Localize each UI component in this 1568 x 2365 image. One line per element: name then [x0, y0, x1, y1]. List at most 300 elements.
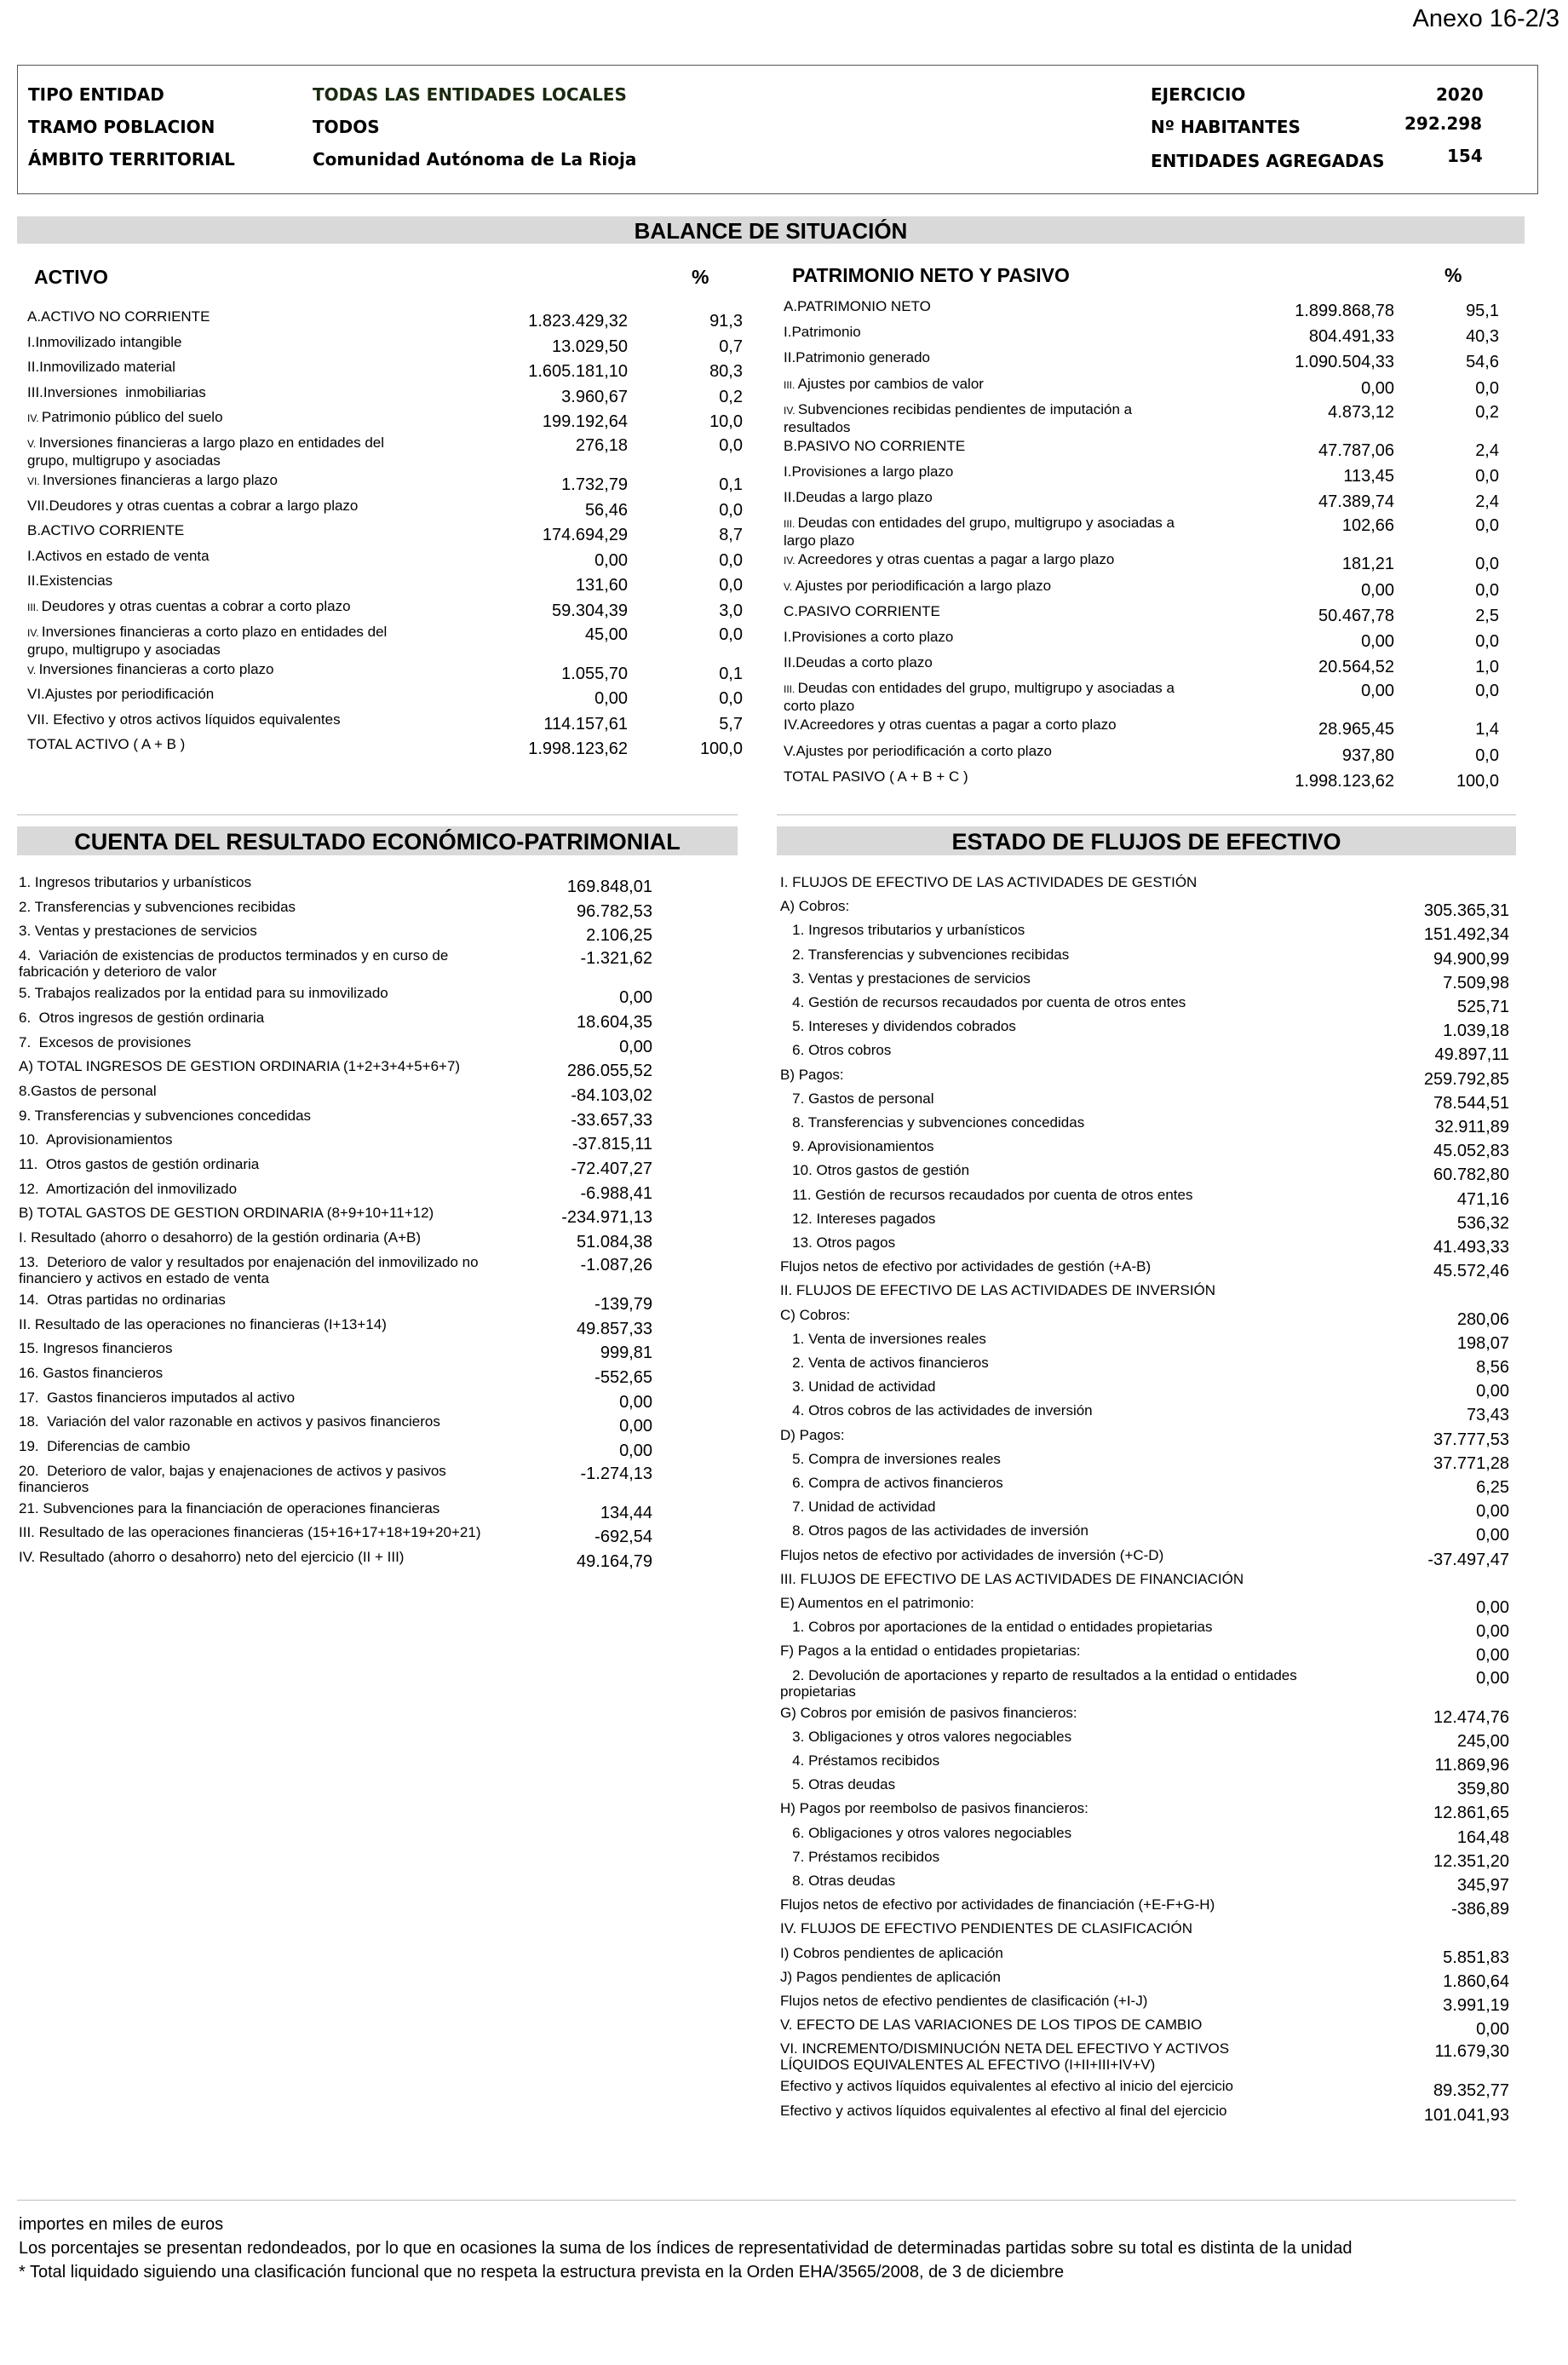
cuenta-row-label [19, 1340, 173, 1356]
pasivo-row-label [784, 349, 930, 365]
flujos-row-value: 151.492,34 [1423, 925, 1509, 945]
activo-row-value: 1.823.429,32 [528, 312, 628, 331]
activo-row-text: Inversiones financieras a largo plazo en entidades del [38, 434, 385, 451]
activo-row-label [27, 472, 278, 490]
pasivo-row-value: 113,45 [1343, 467, 1394, 486]
activo-row-label [27, 624, 387, 658]
cuenta-row-label [19, 1205, 434, 1221]
flujos-row-label [780, 1705, 1077, 1721]
activo-row-pct: 3,0 [719, 601, 743, 620]
pasivo-row-label [784, 654, 933, 670]
pasivo-row-value: 0,00 [1361, 682, 1394, 701]
cuenta-row-value: -6.988,41 [580, 1183, 652, 1203]
pasivo-row-pct: 40,3 [1466, 327, 1499, 347]
pasivo-row-pct: 0,0 [1475, 555, 1499, 574]
pasivo-row-label [784, 401, 1132, 435]
flujos-row-text: G) Cobros por emisión de pasivos financieros: [780, 1704, 1077, 1721]
flujos-row-label [780, 994, 1186, 1010]
flujos-row-label [780, 1643, 1081, 1659]
activo-row-value: 1.998.123,62 [528, 739, 628, 759]
activo-row-pct: 80,3 [709, 362, 743, 382]
cuenta-row-value: -33.657,33 [571, 1110, 652, 1130]
flujos-row-label [780, 1138, 933, 1154]
pasivo-row-numeral: III. [784, 683, 798, 696]
activo-row-pct: 0,0 [719, 624, 743, 644]
tramo-label: TRAMO POBLACION [28, 117, 215, 137]
cuenta-row-value: -84.103,02 [571, 1085, 652, 1105]
flujos-row-value: 101.041,93 [1423, 2105, 1509, 2125]
activo-row-text: Inversiones financieras a corto plazo [38, 660, 274, 677]
cuenta-row-label [19, 947, 448, 980]
flujos-row-label [780, 970, 1031, 987]
flujos-row-text: 8. Transferencias y subvenciones concedidas [780, 1114, 1085, 1131]
divider-footer [17, 2200, 1516, 2201]
pasivo-row-text-cont: largo plazo [784, 532, 855, 550]
activo-row-numeral: IV. [27, 412, 42, 425]
activo-row-text: I.Activos en estado de venta [27, 547, 210, 564]
flujos-row-text: J) Pagos pendientes de aplicación [780, 1968, 1001, 1985]
pasivo-row-label [784, 603, 940, 619]
cuenta-row-value: 49.164,79 [577, 1552, 652, 1572]
pasivo-row-value: 28.965,45 [1318, 720, 1394, 739]
flujos-row-text: 2. Devolución de aportaciones y reparto de resultados a la entidad o entidades [780, 1666, 1297, 1683]
activo-row-value: 199.192,64 [542, 412, 628, 432]
flujos-row-label [780, 1522, 1088, 1539]
flujos-row-label [780, 2103, 1226, 2119]
activo-row-text: VI.Ajustes por periodificación [27, 686, 215, 703]
pasivo-row-pct: 95,1 [1466, 302, 1499, 320]
cuenta-row-text-cont: financieros [19, 1478, 89, 1495]
activo-row-value: 45,00 [584, 624, 628, 644]
activo-row-value: 1.605.181,10 [528, 362, 628, 382]
flujos-row-label [780, 1307, 850, 1323]
flujos-row-value: 536,32 [1456, 1213, 1509, 1233]
cuenta-row-text-cont: financiero y activos en estado de venta [19, 1269, 269, 1286]
pasivo-title: PATRIMONIO NETO Y PASIVO [792, 264, 1070, 286]
habitantes-value: 292.298 [1404, 113, 1483, 134]
pasivo-row-text: Ajustes por cambios de valor [797, 375, 984, 392]
flujos-row-value: 0,00 [1476, 1598, 1509, 1617]
flujos-row-text: 10. Otros gastos de gestión [780, 1162, 970, 1179]
pasivo-row-value: 0,00 [1361, 378, 1394, 398]
tipo-value: TODAS LAS ENTIDADES LOCALES [313, 84, 627, 105]
flujos-row-value: 0,00 [1476, 1382, 1509, 1401]
flujos-row-label [780, 874, 1197, 890]
flujos-row-text: Flujos netos de efectivo por actividades de financiación (+E-F+G-H) [780, 1896, 1215, 1913]
flujos-row-value: 259.792,85 [1423, 1069, 1509, 1089]
activo-row-label [27, 522, 184, 538]
cuenta-row-label [19, 1463, 446, 1495]
pasivo-row-pct: 0,0 [1475, 467, 1499, 486]
flujos-title-bar [777, 826, 1516, 855]
flujos-row-text: Efectivo y activos líquidos equivalentes al efectivo al final del ejercicio [780, 2102, 1227, 2119]
flujos-row-text: 7. Unidad de actividad [780, 1499, 936, 1516]
pasivo-row-value: 1.998.123,62 [1295, 771, 1394, 791]
flujos-row-label [780, 1067, 844, 1083]
flujos-row-value: 45.052,83 [1433, 1142, 1509, 1161]
cuenta-row-value: -552,65 [594, 1367, 652, 1387]
flujos-row-text: 5. Compra de inversiones reales [780, 1450, 1001, 1467]
pasivo-row-numeral: V. [784, 580, 795, 593]
activo-row-pct: 0,0 [719, 550, 743, 570]
pasivo-row-value: 20.564,52 [1318, 658, 1394, 677]
pasivo-row-value: 181,21 [1341, 555, 1394, 574]
cuenta-row-label [19, 1390, 295, 1406]
flujos-row-text: 2. Transferencias y subvenciones recibidas [780, 946, 1070, 963]
pasivo-row-pct: 1,0 [1475, 658, 1499, 677]
flujos-row-label [780, 1234, 895, 1251]
cuenta-row-text: 19. Diferencias de cambio [19, 1438, 191, 1454]
cuenta-row-label [19, 1181, 237, 1197]
flujos-row-text: 3. Unidad de actividad [780, 1378, 936, 1395]
pasivo-row-pct: 0,0 [1475, 580, 1499, 600]
flujos-row-value: 0,00 [1476, 1526, 1509, 1545]
ambito-value: Comunidad Autónoma de La Rioja [313, 149, 637, 170]
activo-row-pct: 0,1 [719, 475, 743, 494]
pasivo-row-text: A.PATRIMONIO NETO [784, 298, 931, 314]
activo-row-text: A.ACTIVO NO CORRIENTE [27, 308, 210, 325]
activo-row-text: II.Existencias [27, 573, 113, 590]
flujos-row-label [780, 1331, 986, 1347]
flujos-row-label [780, 1018, 1016, 1034]
activo-row-numeral: III. [27, 601, 42, 613]
flujos-row-text: 4. Préstamos recibidos [780, 1752, 940, 1769]
pasivo-row-value: 47.787,06 [1318, 440, 1394, 460]
pasivo-row-label [784, 438, 965, 454]
cuenta-row-value: 169.848,01 [566, 878, 652, 896]
flujos-row-text: H) Pagos por reembolso de pasivos financieros: [780, 1800, 1088, 1817]
flujos-row-value: 32.911,89 [1434, 1118, 1509, 1136]
cuenta-row-value: 134,44 [600, 1503, 652, 1522]
cuenta-row-value: 0,00 [619, 1417, 652, 1436]
cuenta-row-label [19, 1156, 259, 1172]
cuenta-row-text: 2. Transferencias y subvenciones recibidas [19, 898, 296, 915]
flujos-row-text: 9. Aprovisionamientos [780, 1138, 934, 1155]
flujos-row-label [780, 1282, 1215, 1298]
flujos-row-text: 6. Otros cobros [780, 1042, 892, 1059]
flujos-row-text: Flujos netos de efectivo por actividades de inversión (+C-D) [780, 1546, 1164, 1563]
pasivo-row-label [784, 768, 968, 785]
activo-row-pct: 0,7 [719, 337, 743, 356]
flujos-row-value: 49.897,11 [1434, 1045, 1509, 1065]
flujos-row-label [780, 947, 1069, 963]
activo-row-value: 114.157,61 [543, 714, 628, 734]
flujos-row-value: 0,00 [1476, 1502, 1509, 1522]
flujos-row-value: 94.900,99 [1433, 949, 1509, 969]
flujos-row-label [780, 1451, 1001, 1467]
cuenta-row-value: 0,00 [619, 1037, 652, 1056]
pasivo-row-pct: 2,4 [1475, 492, 1499, 512]
cuenta-row-text: 14. Otras partidas no ordinarias [19, 1291, 226, 1308]
cuenta-row-text: 5. Trabajos realizados por la entidad para su inmovilizado [19, 985, 388, 1002]
flujos-row-value: -37.497,47 [1427, 1550, 1509, 1569]
activo-row-label [27, 334, 181, 350]
flujos-row-value: 12.351,20 [1433, 1851, 1509, 1871]
pasivo-row-text: Ajustes por periodificación a largo plazo [795, 577, 1052, 594]
cuenta-row-value: 51.084,38 [577, 1233, 652, 1252]
cuenta-row-label [19, 1034, 191, 1050]
activo-row-text: Patrimonio público del suelo [41, 409, 223, 426]
cuenta-row-text: 3. Ventas y prestaciones de servicios [19, 923, 257, 940]
pasivo-row-label [784, 578, 1051, 596]
flujos-row-text: 6. Obligaciones y otros valores negociables [780, 1824, 1072, 1841]
pasivo-row-value: 4.873,12 [1328, 402, 1394, 422]
flujos-row-value: 41.493,33 [1433, 1238, 1509, 1257]
pasivo-row-label [784, 324, 861, 340]
activo-row-text: TOTAL ACTIVO ( A + B ) [27, 736, 186, 753]
flujos-row-label [780, 1090, 934, 1107]
pasivo-row-label [784, 515, 1175, 549]
flujos-row-label [780, 1378, 935, 1395]
flujos-row-label [780, 2078, 1233, 2094]
cuenta-row-label [19, 1131, 173, 1148]
flujos-row-label [780, 898, 849, 914]
flujos-row-text: 8. Otras deudas [780, 1873, 896, 1889]
pasivo-row-pct: 0,0 [1475, 378, 1499, 398]
flujos-row-value: 8,56 [1476, 1358, 1509, 1377]
cuenta-row-label [19, 1524, 481, 1540]
activo-row-pct: 0,0 [719, 689, 743, 709]
cuenta-row-text: 13. Deterioro de valor y resultados por enajenación del inmovilizado no [19, 1253, 479, 1270]
flujos-row-text: C) Cobros: [780, 1306, 851, 1323]
cuenta-row-text: I. Resultado (ahorro o desahorro) de la gestión ordinaria (A+B) [19, 1229, 422, 1246]
cuenta-row-text: A) TOTAL INGRESOS DE GESTION ORDINARIA (1+2+3+4+5+6+7) [19, 1058, 461, 1075]
cuenta-row-text: 16. Gastos financieros [19, 1364, 164, 1381]
flujos-row-label [780, 1187, 1192, 1203]
activo-row-value: 13.029,50 [552, 337, 628, 356]
pasivo-row-text: IV.Acreedores y otras cuentas a pagar a corto plazo [784, 716, 1117, 734]
cuenta-row-text: 20. Deterioro de valor, bajas y enajenaciones de activos y pasivos [19, 1462, 446, 1479]
flujos-row-text: 12. Intereses pagados [780, 1210, 936, 1227]
flujos-row-value: 305.365,31 [1423, 901, 1509, 921]
flujos-row-text: 4. Gestión de recursos recaudados por cuenta de otros entes [780, 994, 1186, 1010]
cuenta-row-value: 0,00 [619, 1441, 652, 1460]
flujos-row-label [780, 1873, 895, 1889]
flujos-row-text: 3. Ventas y prestaciones de servicios [780, 970, 1031, 987]
divider-right [777, 814, 1516, 815]
flujos-row-text: II. FLUJOS DE EFECTIVO DE LAS ACTIVIDADES DE INVERSIÓN [780, 1282, 1216, 1299]
activo-row-pct: 8,7 [719, 526, 743, 545]
activo-row-text: VII. Efectivo y otros activos líquidos equivalentes [27, 711, 341, 728]
flujos-row-label [780, 1920, 1192, 1936]
flujos-row-label [780, 1969, 1001, 1985]
pasivo-row-pct: 2,5 [1475, 606, 1499, 625]
pasivo-row-text: II.Deudas a largo plazo [784, 489, 933, 506]
activo-row-numeral: V. [27, 438, 39, 450]
entidades-label: ENTIDADES AGREGADAS [1151, 151, 1385, 171]
flujos-row-text: IV. FLUJOS DE EFECTIVO PENDIENTES DE CLASIFICACIÓN [780, 1920, 1192, 1937]
cuenta-row-value: -1.274,13 [580, 1464, 652, 1483]
tramo-value: TODOS [313, 117, 380, 137]
cuenta-row-text: 6. Otros ingresos de gestión ordinaria [19, 1009, 265, 1026]
cuenta-row-value: 96.782,53 [577, 901, 652, 921]
pasivo-row-text: Subvenciones recibidas pendientes de imputación a [797, 400, 1133, 417]
flujos-row-text: E) Aumentos en el patrimonio: [780, 1595, 974, 1611]
pasivo-row-text: II.Patrimonio generado [784, 349, 930, 366]
pasivo-row-label [784, 551, 1114, 569]
pasivo-row-label [784, 680, 1175, 714]
activo-row-text: B.ACTIVO CORRIENTE [27, 522, 185, 539]
flujos-row-label [780, 1752, 939, 1769]
flujos-row-text: V. EFECTO DE LAS VARIACIONES DE LOS TIPOS DE CAMBIO [780, 2017, 1203, 2034]
flujos-row-value: -386,89 [1451, 1900, 1509, 1919]
activo-row-value: 276,18 [575, 436, 628, 455]
flujos-row-text: B) Pagos: [780, 1066, 844, 1083]
activo-row-value: 0,00 [594, 689, 628, 709]
pasivo-row-text: V.Ajustes por periodificación a corto plazo [784, 742, 1052, 759]
cuenta-row-value: -1.087,26 [580, 1255, 652, 1275]
activo-row-label [27, 359, 175, 375]
flujos-row-label [780, 1800, 1088, 1816]
cuenta-row-label [19, 1254, 479, 1286]
pasivo-row-value: 937,80 [1341, 745, 1394, 765]
footer-units: importes en miles de euros [19, 2215, 224, 2234]
pasivo-row-pct: 0,0 [1475, 745, 1499, 765]
cuenta-row-label [19, 874, 251, 890]
flujos-row-label [780, 1667, 1297, 1700]
pasivo-row-pct: 1,4 [1475, 720, 1499, 739]
header-box [17, 65, 1538, 194]
flujos-row-text: 1. Ingresos tributarios y urbanísticos [780, 922, 1025, 939]
cuenta-row-text: 10. Aprovisionamientos [19, 1131, 173, 1148]
flujos-row-label [780, 922, 1025, 938]
cuenta-row-text: 11. Otros gastos de gestión ordinaria [19, 1156, 260, 1172]
activo-row-text: Deudores y otras cuentas a cobrar a corto plazo [41, 598, 351, 614]
pasivo-row-label [784, 716, 1117, 733]
flujos-row-value: 164,48 [1456, 1827, 1509, 1847]
flujos-row-text: A) Cobros: [780, 898, 850, 915]
flujos-row-value: 6,25 [1476, 1478, 1509, 1497]
cuenta-row-value: -692,54 [594, 1528, 652, 1547]
pasivo-row-label [784, 489, 933, 505]
flujos-row-text: Efectivo y activos líquidos equivalentes al efectivo al inicio del ejercicio [780, 2078, 1233, 2095]
divider-left [17, 814, 738, 815]
pasivo-row-text: Deudas con entidades del grupo, multigrupo y asociadas a [797, 515, 1175, 532]
activo-row-text: VII.Deudores y otras cuentas a cobrar a largo plazo [27, 497, 359, 514]
activo-row-text: III.Inversiones inmobiliarias [27, 383, 206, 400]
activo-row-pct: 10,0 [709, 412, 743, 432]
cuenta-row-value: 0,00 [619, 1392, 652, 1412]
flujos-row-text-cont: propietarias [780, 1683, 856, 1700]
flujos-row-text: F) Pagos a la entidad o entidades propietarias: [780, 1643, 1081, 1660]
flujos-row-value: 245,00 [1456, 1731, 1509, 1751]
pasivo-row-value: 47.389,74 [1318, 492, 1394, 512]
pasivo-row-text: I.Patrimonio [784, 324, 861, 341]
pasivo-row-pct: 0,0 [1475, 632, 1499, 651]
activo-row-value: 59.304,39 [552, 601, 628, 620]
flujos-row-label [780, 1211, 935, 1227]
pasivo-row-text: I.Provisiones a largo plazo [784, 463, 954, 480]
cuenta-row-label [19, 1292, 226, 1308]
cuenta-row-label [19, 899, 296, 915]
flujos-row-value: 1.860,64 [1443, 1971, 1509, 1991]
pasivo-row-value: 0,00 [1361, 580, 1394, 600]
pasivo-row-numeral: III. [784, 378, 798, 391]
activo-row-numeral: IV. [27, 626, 42, 639]
cuenta-row-text: III. Resultado de las operaciones financieras (15+16+17+18+19+20+21) [19, 1524, 481, 1541]
flujos-row-value: 198,07 [1456, 1333, 1509, 1353]
flujos-row-label [780, 1355, 989, 1371]
flujos-row-label [780, 1499, 935, 1515]
pasivo-row-numeral: IV. [784, 555, 798, 567]
balance-title-bar [17, 216, 1525, 244]
flujos-row-label [780, 1896, 1215, 1913]
pasivo-section [784, 256, 1508, 809]
flujos-row-value: 0,00 [1476, 1622, 1509, 1642]
flujos-row-text: Flujos netos de efectivo por actividades de gestión (+A-B) [780, 1258, 1152, 1275]
activo-row-pct: 0,1 [719, 664, 743, 683]
flujos-row-label [780, 2017, 1202, 2033]
cuenta-row-text: 21. Subvenciones para la financiación de operaciones financieras [19, 1499, 440, 1516]
flujos-row-label [780, 1993, 1147, 2009]
flujos-row-value: 0,00 [1476, 2020, 1509, 2040]
cuenta-row-text: B) TOTAL GASTOS DE GESTION ORDINARIA (8+9+10+11+12) [19, 1205, 434, 1222]
cuenta-row-label [19, 1229, 421, 1246]
flujos-row-label [780, 1042, 891, 1058]
pasivo-row-pct: 0,0 [1475, 682, 1499, 701]
activo-row-text: Inversiones financieras a corto plazo en entidades del [41, 623, 388, 640]
flujos-row-value: 12.474,76 [1433, 1707, 1509, 1727]
flujos-row-text: 7. Préstamos recibidos [780, 1848, 940, 1865]
cuenta-row-value: -234.971,13 [561, 1208, 652, 1228]
flujos-row-value: 37.771,28 [1433, 1453, 1509, 1473]
flujos-row-text: 13. Otros pagos [780, 1234, 896, 1251]
activo-row-label [27, 498, 358, 514]
cuenta-row-text: 17. Gastos financieros imputados al activo [19, 1389, 296, 1406]
cuenta-title-bar [17, 826, 738, 855]
balance-title: BALANCE DE SITUACIÓN [634, 218, 908, 244]
pasivo-row-numeral: IV. [784, 404, 798, 417]
activo-row-value: 131,60 [575, 576, 628, 596]
cuenta-row-text: 12. Amortización del inmovilizado [19, 1180, 238, 1197]
flujos-row-label [780, 1729, 1071, 1745]
footer-note-rounding: Los porcentajes se presentan redondeados, por lo que en ocasiones la suma de los índices de representatividad de determinadas partidas sobre su total es distinta de la unidad [19, 2239, 1353, 2258]
flujos-row-label [780, 1258, 1151, 1275]
flujos-row-value: 73,43 [1466, 1406, 1509, 1425]
flujos-row-value: 1.039,18 [1443, 1021, 1509, 1041]
ejercicio-value: 2020 [1436, 84, 1484, 105]
flujos-row-value: 78.544,51 [1433, 1093, 1509, 1113]
pasivo-row-label [784, 463, 953, 480]
pasivo-row-value: 50.467,78 [1318, 606, 1394, 625]
pasivo-row-text: Acreedores y otras cuentas a pagar a largo plazo [797, 551, 1115, 568]
flujos-row-text: VI. INCREMENTO/DISMINUCIÓN NETA DEL EFECTIVO Y ACTIVOS [780, 2040, 1230, 2057]
activo-row-label [27, 434, 384, 469]
flujos-row-value: 89.352,77 [1433, 2081, 1509, 2101]
cuenta-section [19, 874, 663, 1590]
entidades-value: 154 [1447, 146, 1483, 166]
cuenta-row-text: 8.Gastos de personal [19, 1082, 157, 1099]
flujos-row-value: 45.572,46 [1433, 1262, 1509, 1281]
activo-row-text: Inversiones financieras a largo plazo [43, 472, 278, 488]
flujos-row-value: 5.851,83 [1443, 1948, 1509, 1967]
pasivo-row-label [784, 743, 1052, 759]
activo-row-value: 3.960,67 [561, 387, 628, 406]
cuenta-row-label [19, 1549, 404, 1565]
activo-row-pct: 91,3 [709, 312, 743, 331]
cuenta-row-label [19, 1083, 157, 1099]
cuenta-row-text: 15. Ingresos financieros [19, 1340, 173, 1357]
cuenta-row-value: 49.857,33 [577, 1319, 652, 1338]
activo-row-numeral: VI. [27, 475, 43, 487]
flujos-row-label [780, 1114, 1084, 1131]
cuenta-row-text: 4. Variación de existencias de productos terminados y en curso de [19, 947, 449, 964]
flujos-row-value: 11.869,96 [1434, 1756, 1509, 1775]
activo-row-text: II.Inmovilizado material [27, 359, 175, 376]
cuenta-row-label [19, 1500, 439, 1516]
flujos-row-text: 2. Venta de activos financieros [780, 1355, 989, 1371]
flujos-row-label [780, 1547, 1163, 1563]
